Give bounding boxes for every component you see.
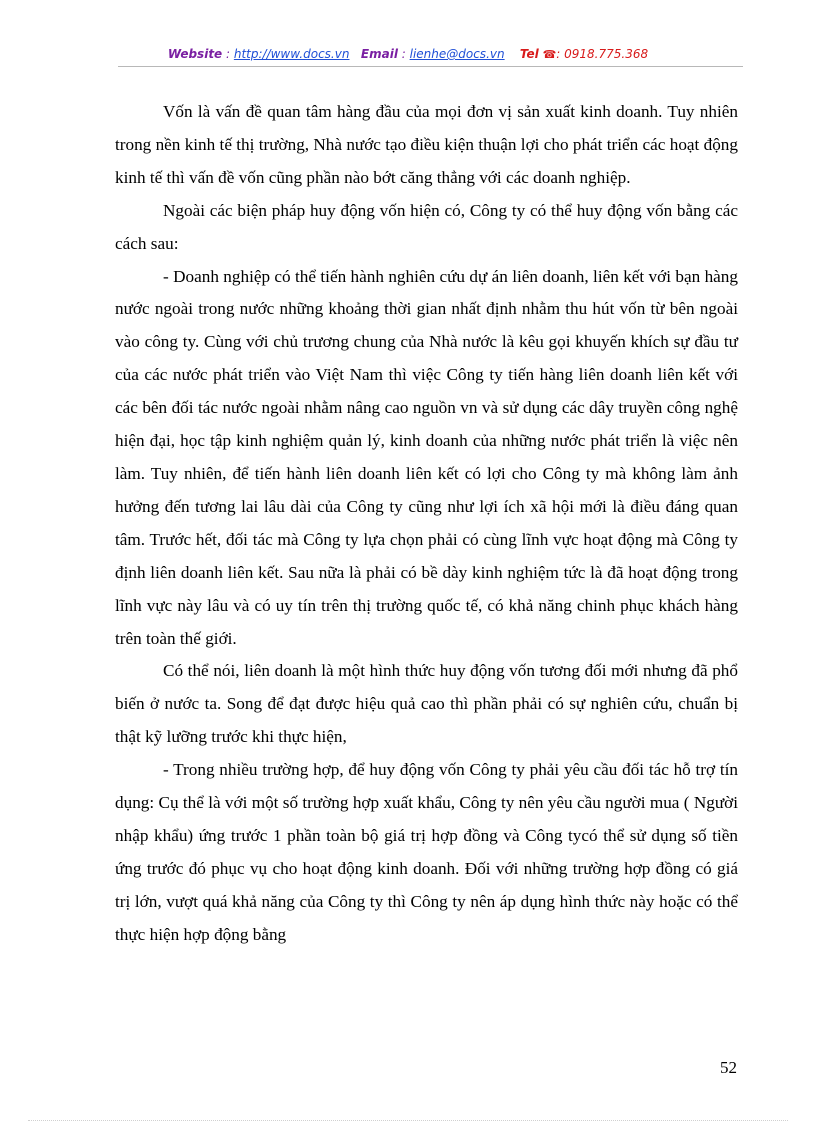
tel-label: Tel bbox=[519, 47, 539, 61]
website-label: Website bbox=[167, 47, 223, 61]
paragraph: Vốn là vấn đề quan tâm hàng đầu của mọi đơn vị sản xuất kinh doanh. Tuy nhiên trong nền kinh tế thị trường, Nhà nước tạo điều kiện thuận lợi cho phát triển các hoạt động kinh tế thì vấn đề vốn cũng phần nào bớt căng thẳng với các doanh nghiệp. bbox=[115, 102, 738, 187]
telephone-icon: ☎ bbox=[542, 48, 557, 61]
document-body bbox=[115, 96, 738, 952]
email-link[interactable]: lienhe@docs.vn bbox=[409, 47, 505, 61]
page-header bbox=[0, 47, 816, 61]
paragraph: - Doanh nghiệp có thể tiến hành nghiên cứu dự án liên doanh, liên kết với bạn hàng nước ngoài trong nước những khoảng thời gian nhất định nhằm thu hút vốn từ bên ngoài vào công ty. Cùng với chủ trương chung của Nhà nước là kêu gọi khuyến khích sự đầu tư của các nước phát triển vào Việt Nam thì việc Công ty tiến hàng liên doanh liên kết với các bên đối tác nước ngoài nhằm nâng cao nguồn vn và sử dụng các dây truyền công nghệ hiện đại, học tập kinh nghiệm quản lý, kinh doanh của những nước phát triển là việc nên làm. Tuy nhiên, để tiến hành liên doanh liên kết có lợi cho Công ty mà không làm ảnh hưởng đến tương lai lâu dài của Công ty cũng như lợi ích xã hội mới là điều đáng quan tâm. Trước hết, đối tác mà Công ty lựa chọn phải có cùng lĩnh vực hoạt động mà Công ty định liên doanh liên kết. Sau nữa là phải có bề dày kinh nghiệm tức là đã hoạt động trong lĩnh vực này lâu và có uy tín trên thị trường quốc tế, có khả năng chinh phục khách hàng trên toàn thế giới. bbox=[115, 266, 738, 648]
email-separator: : bbox=[397, 47, 410, 61]
footer-divider bbox=[28, 1120, 788, 1121]
email-label: Email bbox=[360, 47, 398, 61]
paragraph: Có thể nói, liên doanh là một hình thức huy động vốn tương đối mới nhưng đã phổ biến ở nước ta. Song để đạt được hiệu quả cao thì phần phải có sự nghiên cứu, chuẩn bị thật kỹ lưỡng trước khi thực hiện, bbox=[115, 661, 738, 747]
paragraph: - Trong nhiều trường hợp, để huy động vốn Công ty phải yêu cầu đối tác hỗ trợ tín dụng: Cụ thể là với một số trường hợp xuất khẩu, Công ty nên yêu cầu người mua ( Người nhập khẩu) ứng trước 1 phần toàn bộ giá trị hợp đồng và Công tycó thể sử dụng số tiền ứng trước đó phục vụ cho hoạt động kinh doanh. Đối với những trường hợp đồng có giá trị lớn, vượt quá khả năng của Công ty thì Công ty nên áp dụng hình thức này hoặc có thể thực hiện hợp động bằng bbox=[115, 760, 738, 944]
website-link[interactable]: http://www.docs.vn bbox=[233, 47, 350, 61]
paragraph: Ngoài các biện pháp huy động vốn hiện có, Công ty có thể huy động vốn bằng các cách sau: bbox=[115, 200, 738, 253]
phone-number: : 0918.775.368 bbox=[556, 47, 649, 61]
page-number: 52 bbox=[720, 1058, 737, 1077]
header-divider bbox=[118, 66, 743, 67]
website-separator: : bbox=[222, 47, 234, 61]
